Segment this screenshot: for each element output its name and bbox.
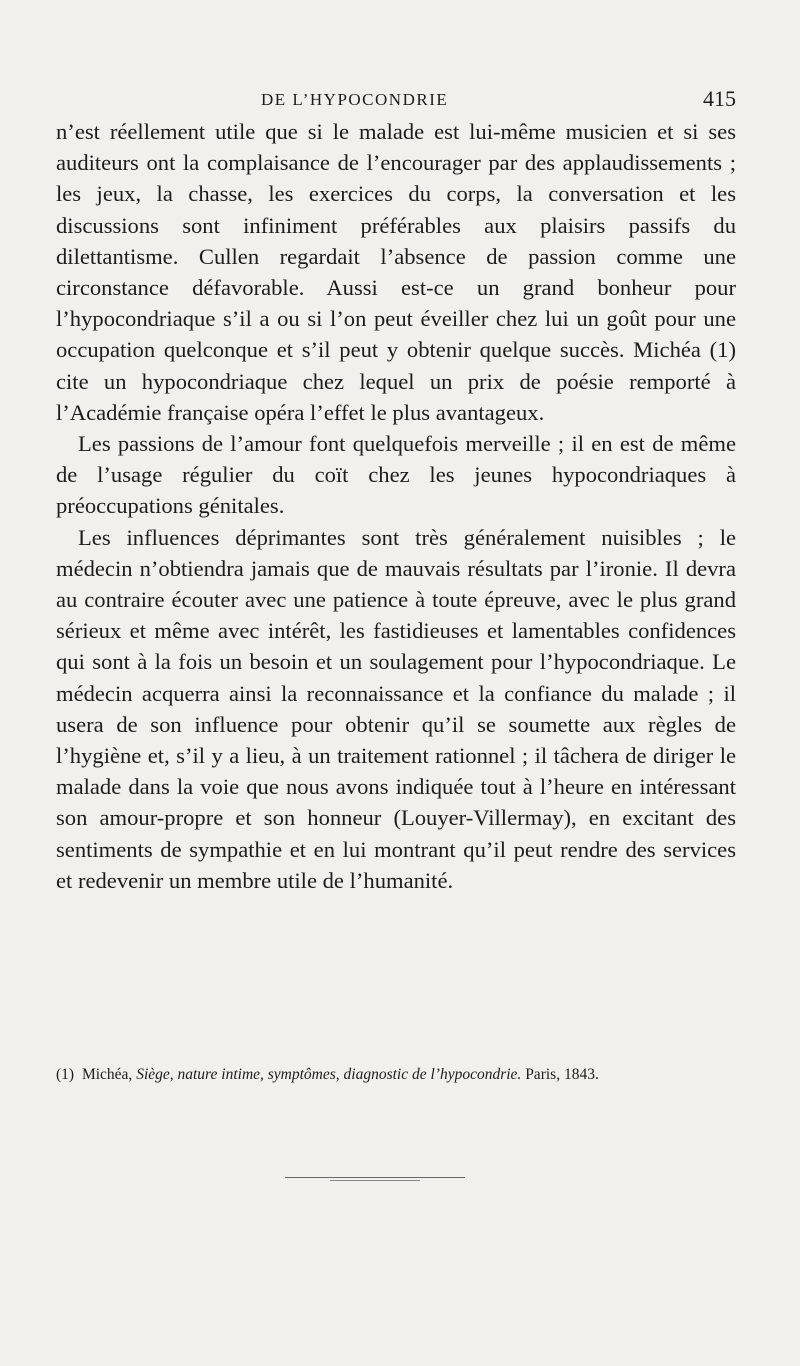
footnote-number: (1) [56,1066,75,1083]
running-head: DE L’HYPOCONDRIE [261,90,449,109]
bottom-rule-secondary [330,1180,420,1181]
page-number: 415 [703,86,736,111]
footnote-place-date: Paris, 1843. [525,1066,599,1083]
bottom-rule [285,1177,465,1178]
footnote-author: Michéa, [81,1066,133,1083]
page-header [56,86,736,116]
footnote [56,1065,736,1085]
paragraph-2: Les passions de l’amour font quelquefois merveille ; il en est de même de l’usage régulier du coït chez les jeunes hypocondriaques à préoccupations génitales. [56,431,736,519]
paragraph-3: Les influences déprimantes sont très généralement nuisibles ; le médecin n’obtiendra jamais que de mauvais résultats par l’ironie. Il devra au contraire écouter avec une patience à toute épreuve, avec le plus grand sérieux et même avec intérêt, les fastidieuses et lamentables confidences qui sont à la fois un besoin et un soulagement pour l’hypocondriaque. Le médecin acquerra ainsi la reconnaissance et la confiance du malade ; il usera de son influence pour obtenir qu’il se soumette aux règles de l’hygiène et, s’il y a lieu, à un traitement rationnel ; il tâchera de diriger le malade dans la voie que nous avons indiquée tout à l’heure en intéressant son amour-propre et son honneur (Louyer-Villermay), en excitant des sentiments de sympathie et en lui montrant qu’il peut rendre des services et redevenir un membre utile de l’humanité. [56,524,736,893]
footnote-title: Siège, nature intime, symptômes, diagnostic de l’hypocondrie. [136,1066,522,1083]
paragraph-1: n’est réellement utile que si le malade est lui-même musicien et si ses auditeurs ont la complaisance de l’encourager par des applaudissements ; les jeux, la chasse, les exercices du corps, la conversation et les discussions sont infiniment préférables aux plaisirs passifs du dilettantisme. Cullen regardait l’absence de passion comme une circonstance défavorable. Aussi est-ce un grand bonheur pour l’hypocondriaque s’il a ou si l’on peut éveiller chez lui un goût pour une occupation quelconque et s’il peut y obtenir quelque succès. Michéa (1) cite un hypocondriaque chez lequel un prix de poésie remporté à l’Académie française opéra l’effet le plus avantageux. [56,119,736,425]
main-text [56,116,736,896]
